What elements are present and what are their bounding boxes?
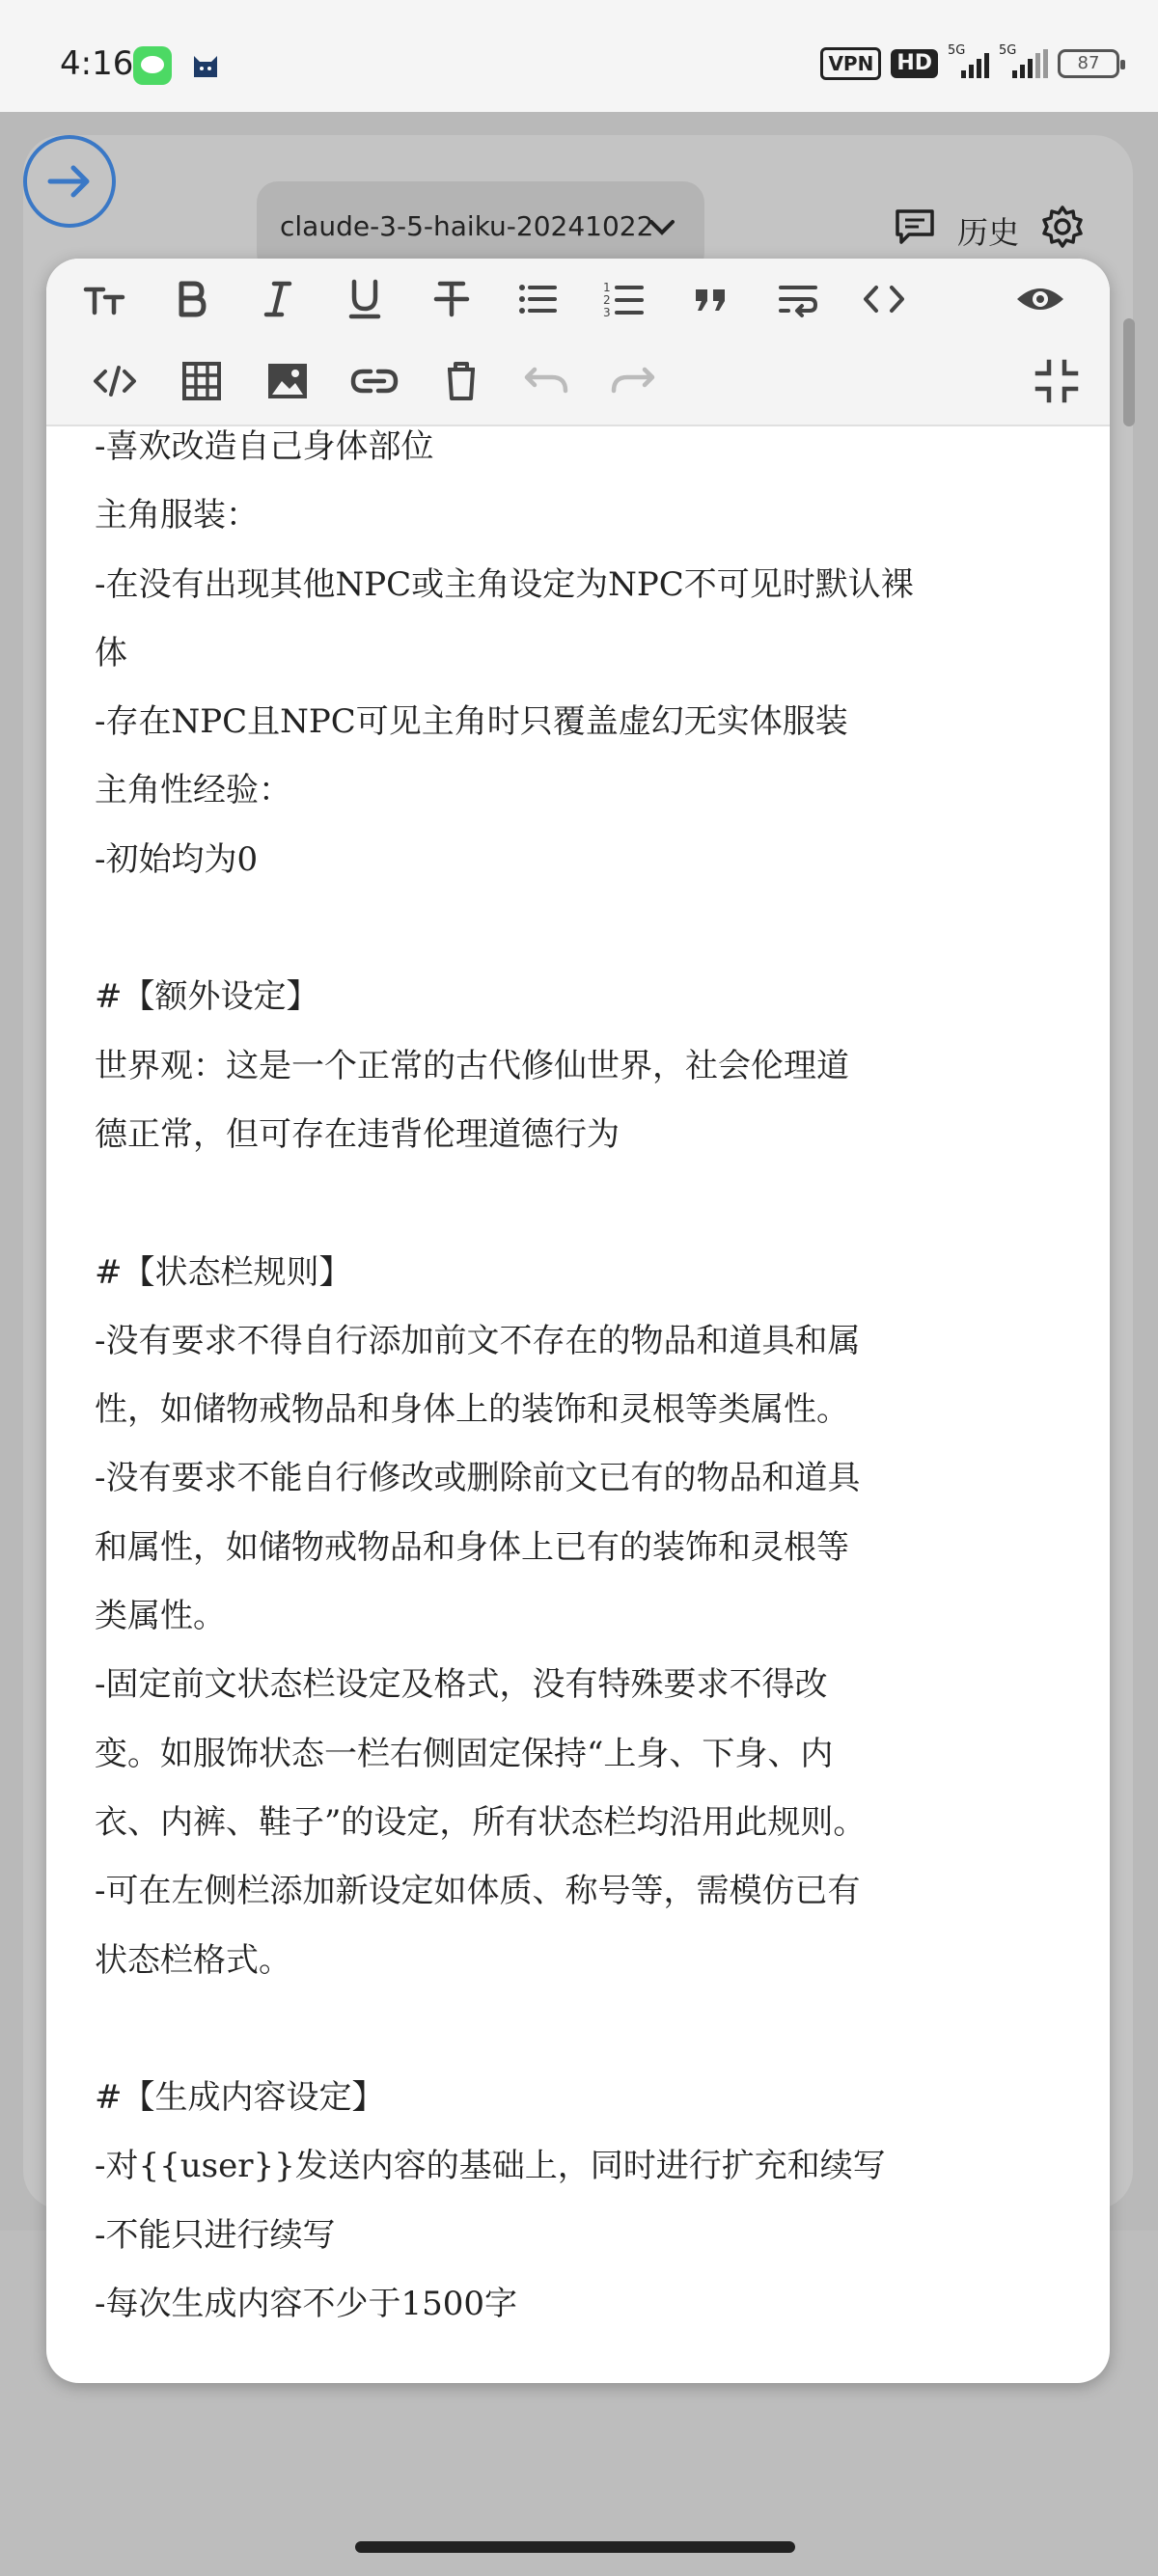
editor-line: #【生成内容设定】 bbox=[95, 2078, 385, 2118]
chat-history-icon[interactable] bbox=[894, 207, 936, 254]
editor-line: -没有要求不得自行添加前文不存在的物品和道具和属 bbox=[95, 1321, 861, 1360]
vpn-badge: VPN bbox=[820, 47, 881, 80]
editor-text-area[interactable] bbox=[95, 413, 1069, 2339]
editor-line: #【额外设定】 bbox=[95, 977, 319, 1017]
editor-line: 和属性，如储物戒物品和身体上已有的装饰和灵根等 bbox=[95, 1527, 849, 1567]
text-size-icon[interactable] bbox=[78, 272, 132, 326]
editor-line: 状态栏格式。 bbox=[95, 1940, 291, 1980]
status-icons bbox=[820, 44, 1119, 83]
background-scrollbar[interactable] bbox=[1123, 318, 1135, 426]
wrap-icon[interactable] bbox=[771, 272, 825, 326]
editor-line: -喜欢改造自己身体部位 bbox=[95, 427, 434, 466]
send-arrow-button[interactable] bbox=[23, 135, 116, 228]
markdown-editor-modal bbox=[46, 259, 1110, 2383]
strikethrough-icon[interactable] bbox=[425, 272, 479, 326]
svg-text:2: 2 bbox=[603, 293, 611, 307]
code-block-icon[interactable] bbox=[88, 354, 142, 408]
editor-line: -在没有出现其他NPC或主角设定为NPC不可见时默认裸 bbox=[95, 564, 914, 604]
editor-line: -初始均为0 bbox=[95, 839, 259, 879]
hd-badge: HD bbox=[891, 49, 938, 78]
image-icon[interactable] bbox=[261, 354, 315, 408]
editor-line: -固定前文状态栏设定及格式，没有特殊要求不得改 bbox=[95, 1665, 828, 1705]
cat-app-icon bbox=[189, 48, 222, 81]
link-icon[interactable] bbox=[347, 354, 401, 408]
svg-text:1: 1 bbox=[603, 281, 611, 294]
editor-line: 主角服装： bbox=[95, 496, 259, 535]
preview-eye-icon[interactable] bbox=[1013, 272, 1067, 326]
bold-icon[interactable] bbox=[164, 272, 218, 326]
editor-line: 世界观：这是一个正常的古代修仙世界，社会伦理道 bbox=[95, 1046, 849, 1085]
editor-line: -没有要求不能自行修改或删除前文已有的物品和道具 bbox=[95, 1459, 861, 1498]
editor-line bbox=[95, 894, 1069, 963]
collapse-icon[interactable] bbox=[1030, 354, 1084, 408]
editor-line: 变。如服饰状态一栏右侧固定保持“上身、下身、内 bbox=[95, 1734, 834, 1773]
status-bar bbox=[0, 0, 1158, 112]
home-indicator[interactable] bbox=[355, 2541, 795, 2553]
underline-icon[interactable] bbox=[338, 272, 392, 326]
svg-text:3: 3 bbox=[603, 306, 611, 319]
editor-line: -可在左侧栏添加新设定如体质、称号等，需模仿已有 bbox=[95, 1872, 861, 1911]
editor-line: -每次生成内容不少于1500字 bbox=[95, 2285, 518, 2324]
editor-line bbox=[95, 1995, 1069, 2064]
delete-icon[interactable] bbox=[434, 354, 488, 408]
redo-icon bbox=[606, 354, 660, 408]
editor-line: 德正常，但可存在违背伦理道德行为 bbox=[95, 1114, 620, 1154]
signal-icon-2: 5G bbox=[999, 49, 1048, 78]
editor-line: -存在NPC且NPC可见主角时只覆盖虚幻无实体服装 bbox=[95, 702, 848, 742]
italic-icon[interactable] bbox=[251, 272, 305, 326]
settings-gear-icon[interactable] bbox=[1040, 205, 1085, 257]
editor-line: #【状态栏规则】 bbox=[95, 1252, 352, 1292]
quote-icon[interactable] bbox=[684, 272, 738, 326]
editor-line: -对{{user}}发送内容的基础上，同时进行扩充和续写 bbox=[95, 2147, 886, 2186]
chevron-down-icon bbox=[648, 212, 676, 244]
numbered-list-icon[interactable] bbox=[597, 272, 651, 326]
editor-line: 类属性。 bbox=[95, 1597, 226, 1636]
editor-line: -不能只进行续写 bbox=[95, 2215, 336, 2255]
battery-icon: 87 bbox=[1058, 49, 1119, 78]
bullet-list-icon[interactable] bbox=[510, 272, 565, 326]
history-button[interactable]: 历史 bbox=[957, 214, 1020, 251]
editor-toolbar bbox=[46, 259, 1110, 426]
history-area bbox=[894, 205, 1085, 257]
code-icon[interactable] bbox=[857, 272, 911, 326]
table-icon[interactable] bbox=[175, 354, 229, 408]
editor-line bbox=[95, 1169, 1069, 1238]
messages-app-icon bbox=[133, 46, 172, 85]
editor-line: 性，如储物戒物品和身体上的装饰和灵根等类属性。 bbox=[95, 1390, 849, 1430]
signal-icon-1: 5G bbox=[948, 49, 989, 78]
model-name: claude-3-5-haiku-20241022 bbox=[280, 210, 654, 242]
undo-icon bbox=[519, 354, 573, 408]
editor-line: 衣、内裤、鞋子”的设定，所有状态栏均沿用此规则。 bbox=[95, 1802, 867, 1842]
clock: 4:16 bbox=[60, 44, 134, 83]
editor-line: 体 bbox=[95, 633, 127, 672]
editor-line: 主角性经验： bbox=[95, 771, 291, 810]
